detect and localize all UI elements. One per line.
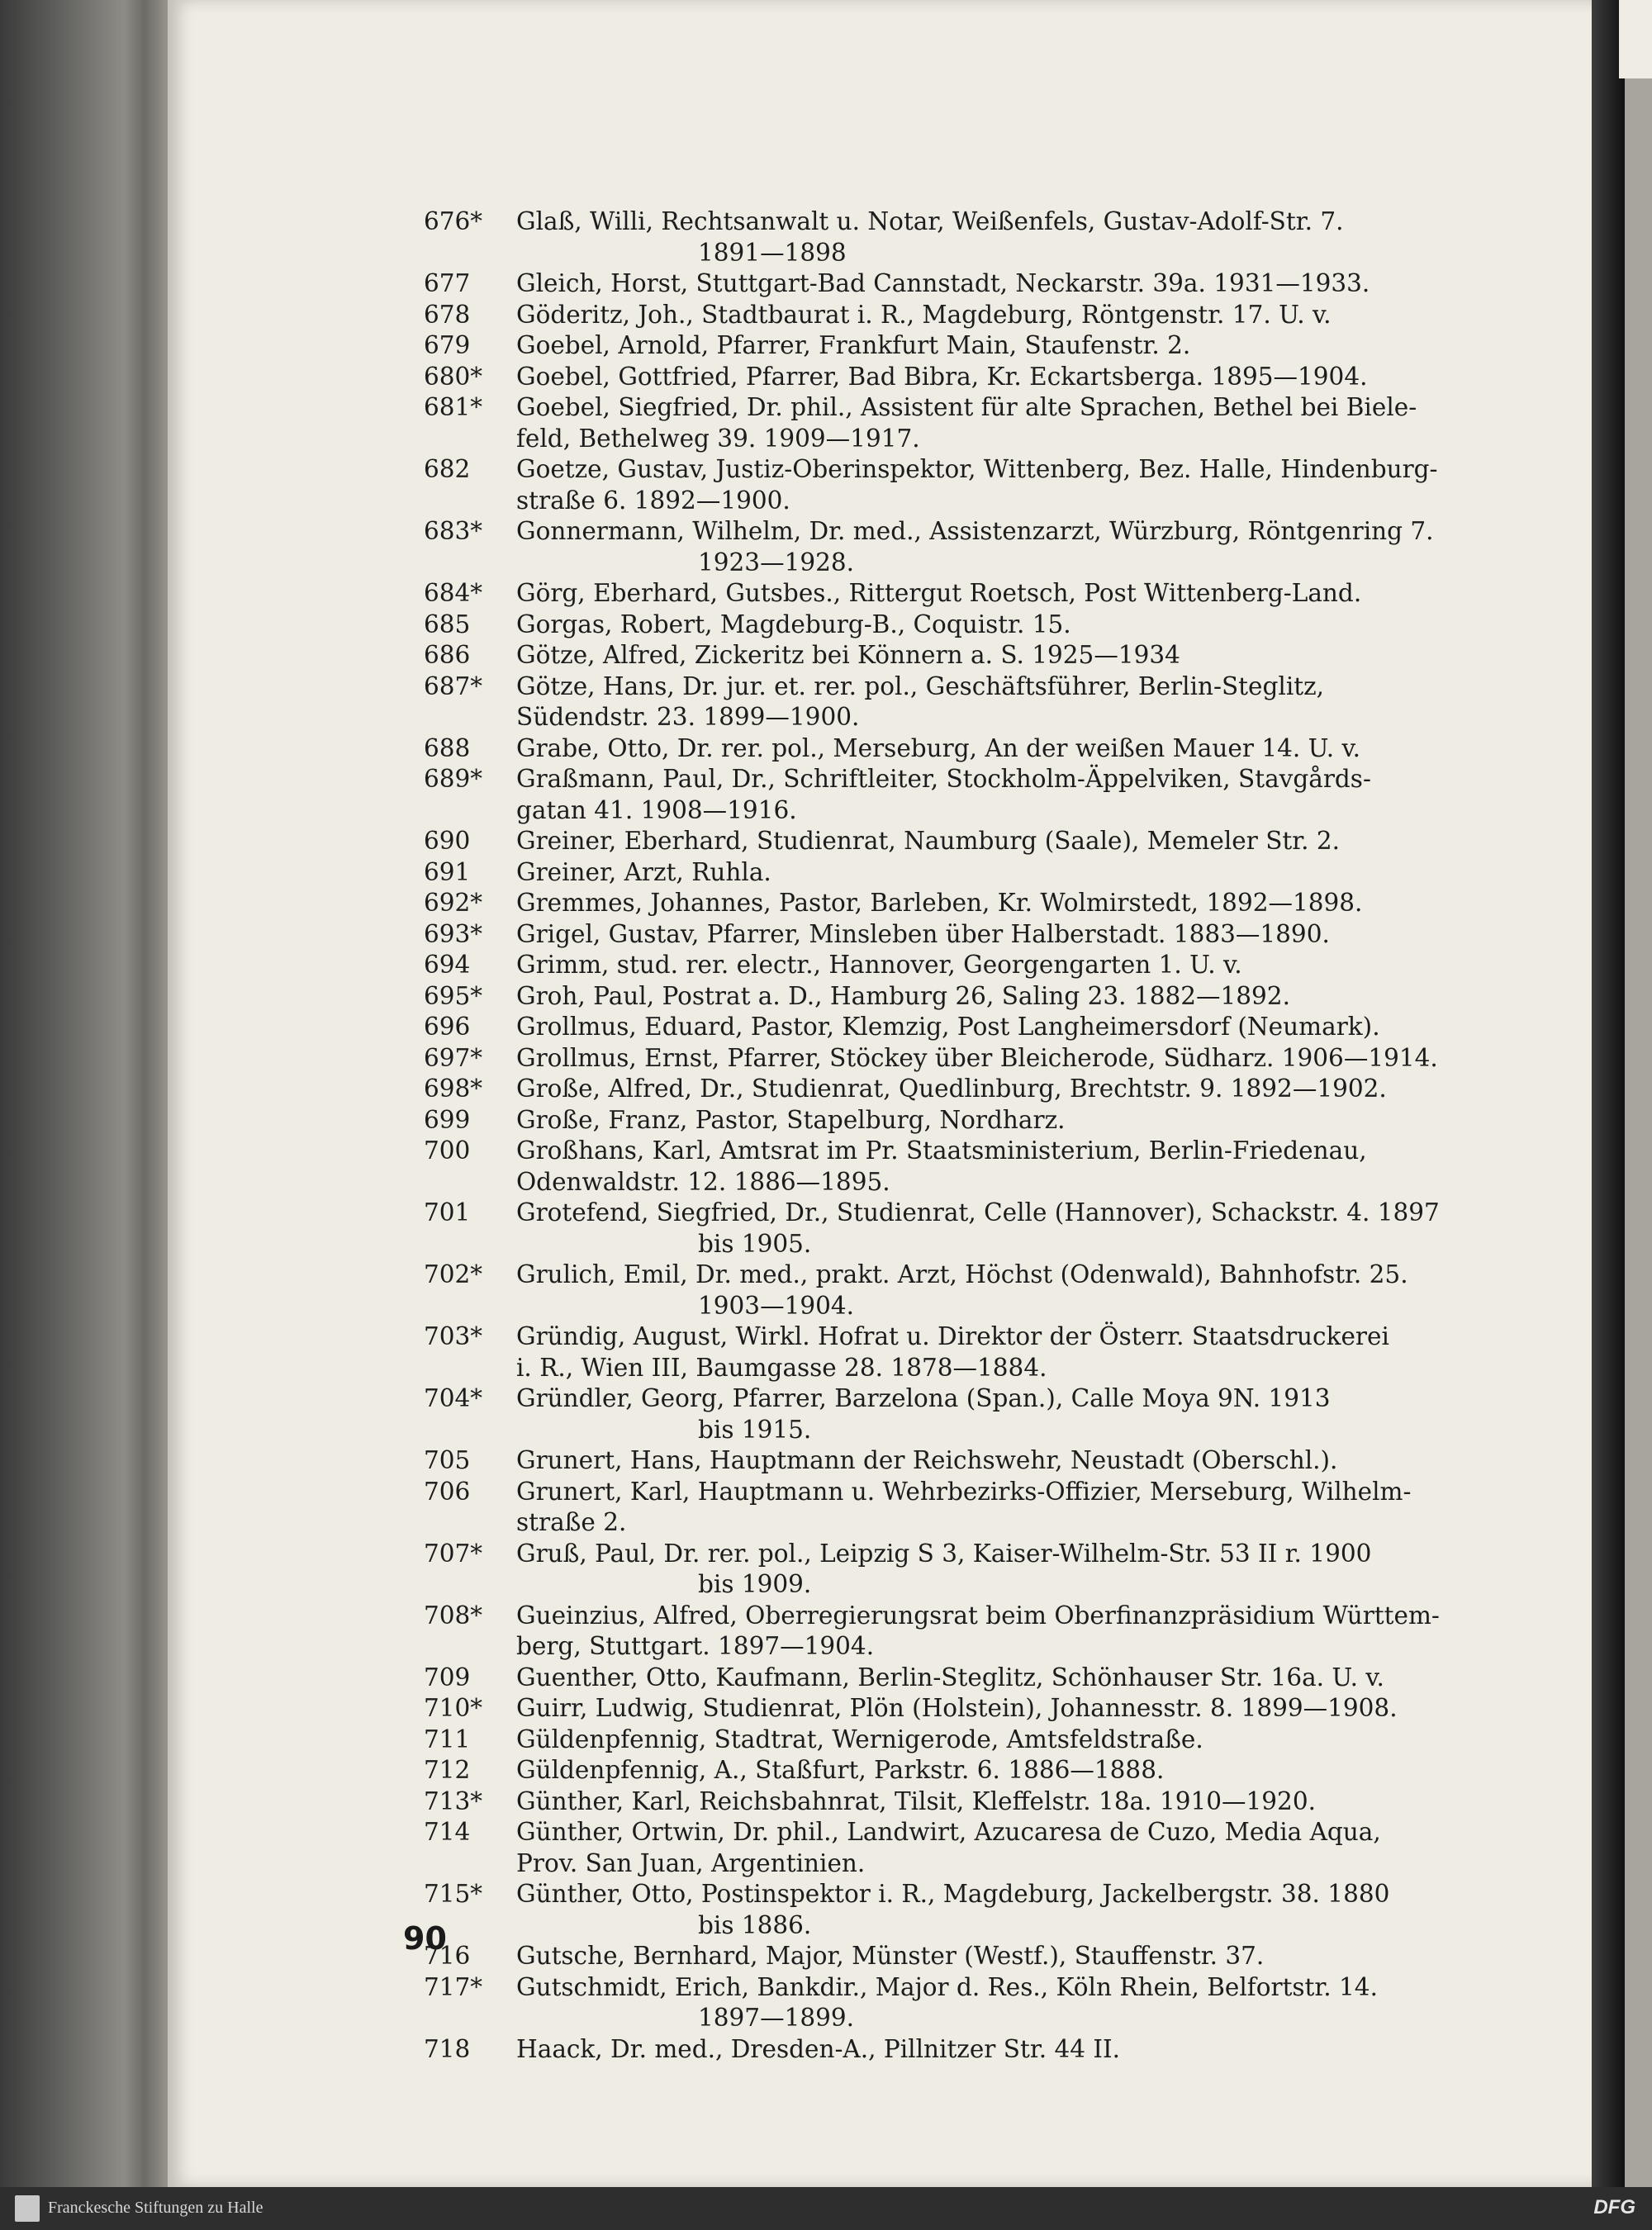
list-item xyxy=(424,206,1464,268)
list-item xyxy=(424,671,1464,733)
institution-name[interactable]: Franckesche Stiftungen zu Halle xyxy=(48,2199,263,2217)
entry-text: Gleich, Horst, Stuttgart-Bad Cannstadt, Neckarstr. 39a. 1931—1933. xyxy=(516,269,1370,297)
entry-text: Gorgas, Robert, Magdeburg-B., Coquistr. 15. xyxy=(516,610,1071,638)
entry-text: Guenther, Otto, Kaufmann, Berlin-Steglitz, Schönhauser Str. 16a. U. v. xyxy=(516,1663,1384,1691)
entry-text: Große, Alfred, Dr., Studienrat, Quedlinburg, Brechtstr. 9. 1892—1902. xyxy=(516,1075,1387,1103)
member-list xyxy=(424,206,1464,2065)
entry-text: Günther, Otto, Postinspektor i. R., Magdeburg, Jackelbergstr. 38. 1880 xyxy=(516,1880,1390,1908)
entry-text: Götze, Hans, Dr. jur. et. rer. pol., Geschäftsführer, Berlin-Steglitz, xyxy=(516,671,1325,700)
viewer-footer xyxy=(0,2187,1652,2230)
entry-text-continued: 1903—1904. xyxy=(698,1291,855,1320)
list-item xyxy=(424,1941,1464,1972)
page-edge xyxy=(1592,0,1625,2187)
entry-text: Grollmus, Ernst, Pfarrer, Stöckey über Bleicherode, Südharz. 1906—1914. xyxy=(516,1043,1438,1072)
list-item xyxy=(424,919,1464,951)
entry-text: Günther, Karl, Reichsbahnrat, Tilsit, Kleffelstr. 18a. 1910—1920. xyxy=(516,1786,1316,1815)
entry-number: 680* xyxy=(424,362,483,391)
entry-text: Görg, Eberhard, Gutsbes., Rittergut Roetsch, Post Wittenberg-Land. xyxy=(516,579,1362,607)
entry-number: 700 xyxy=(424,1136,471,1165)
list-item xyxy=(424,362,1464,393)
next-page-corner xyxy=(1619,0,1652,78)
list-item xyxy=(424,640,1464,671)
entry-number: 688 xyxy=(424,733,471,762)
entry-number: 689* xyxy=(424,765,483,793)
entry-text: Gremmes, Johannes, Pastor, Barleben, Kr. Wolmirstedt, 1892—1898. xyxy=(516,889,1363,917)
entry-number: 707* xyxy=(424,1539,483,1568)
entry-number: 713* xyxy=(424,1786,483,1815)
entry-number: 681* xyxy=(424,393,483,421)
entry-text-continued: i. R., Wien III, Baumgasse 28. 1878—1884. xyxy=(516,1353,1047,1382)
list-item xyxy=(424,1198,1464,1260)
entry-text: Gonnermann, Wilhelm, Dr. med., Assistenzarzt, Würzburg, Röntgenring 7. xyxy=(516,517,1434,545)
entry-number: 690 xyxy=(424,827,471,855)
list-item xyxy=(424,981,1464,1013)
entry-text: Greiner, Arzt, Ruhla. xyxy=(516,857,771,886)
entry-number: 710* xyxy=(424,1694,483,1722)
entry-text: Götze, Alfred, Zickeritz bei Könnern a. S. 1925—1934 xyxy=(516,641,1180,669)
list-item xyxy=(424,733,1464,765)
list-item xyxy=(424,1693,1464,1725)
list-item xyxy=(424,950,1464,981)
list-item xyxy=(424,888,1464,919)
entry-text: Grulich, Emil, Dr. med., prakt. Arzt, Höchst (Odenwald), Bahnhofstr. 25. xyxy=(516,1260,1408,1288)
entry-text: Goebel, Gottfried, Pfarrer, Bad Bibra, Kr. Eckartsberga. 1895—1904. xyxy=(516,362,1368,391)
entry-number: 687* xyxy=(424,671,483,700)
entry-text: Glaß, Willi, Rechtsanwalt u. Notar, Weißenfels, Gustav-Adolf-Str. 7. xyxy=(516,207,1344,235)
entry-text-continued: gatan 41. 1908—1916. xyxy=(516,795,797,824)
entry-text: Gutsche, Bernhard, Major, Münster (Westf.), Stauffenstr. 37. xyxy=(516,1942,1265,1970)
list-item xyxy=(424,1663,1464,1694)
entry-number: 693* xyxy=(424,919,483,948)
entry-number: 684* xyxy=(424,579,483,607)
entry-number: 686 xyxy=(424,641,471,669)
entry-text-continued: Odenwaldstr. 12. 1886—1895. xyxy=(516,1167,890,1196)
entry-text: Groh, Paul, Postrat a. D., Hamburg 26, Saling 23. 1882—1892. xyxy=(516,981,1290,1010)
entry-text: Haack, Dr. med., Dresden-A., Pillnitzer Str. 44 II. xyxy=(516,2034,1121,2063)
list-item xyxy=(424,1972,1464,2034)
entry-text: Goetze, Gustav, Justiz-Oberinspektor, Wittenberg, Bez. Halle, Hindenburg- xyxy=(516,455,1438,483)
list-item xyxy=(424,1105,1464,1136)
entry-text: Grollmus, Eduard, Pastor, Klemzig, Post Langheimersdorf (Neumark). xyxy=(516,1013,1380,1041)
entry-text: Guirr, Ludwig, Studienrat, Plön (Holstein), Johannesstr. 8. 1899—1908. xyxy=(516,1694,1398,1722)
entry-number: 677 xyxy=(424,269,471,297)
entry-text-continued: bis 1905. xyxy=(698,1229,812,1258)
list-item xyxy=(424,1012,1464,1043)
list-item xyxy=(424,516,1464,578)
list-item xyxy=(424,1136,1464,1198)
list-item xyxy=(424,1260,1464,1321)
entry-number: 705 xyxy=(424,1446,471,1474)
entry-text: Göderitz, Joh., Stadtbaurat i. R., Magdeburg, Röntgenstr. 17. U. v. xyxy=(516,300,1332,329)
entry-number: 697* xyxy=(424,1043,483,1072)
list-item xyxy=(424,1786,1464,1818)
entry-text: Güldenpfennig, Stadtrat, Wernigerode, Amtsfeldstraße. xyxy=(516,1725,1203,1753)
entry-number: 701 xyxy=(424,1198,471,1226)
list-item xyxy=(424,1539,1464,1601)
list-item xyxy=(424,1725,1464,1756)
list-item xyxy=(424,1817,1464,1879)
entry-number: 716 xyxy=(424,1942,471,1970)
entry-text: Gutschmidt, Erich, Bankdir., Major d. Res., Köln Rhein, Belfortstr. 14. xyxy=(516,1972,1378,2001)
entry-number: 702* xyxy=(424,1260,483,1288)
entry-text: Grabe, Otto, Dr. rer. pol., Merseburg, An der weißen Mauer 14. U. v. xyxy=(516,733,1361,762)
list-item xyxy=(424,1383,1464,1445)
list-item xyxy=(424,1879,1464,1941)
list-item xyxy=(424,610,1464,641)
list-item xyxy=(424,454,1464,516)
entry-text-continued: Prov. San Juan, Argentinien. xyxy=(516,1848,866,1877)
entry-number: 679 xyxy=(424,331,471,359)
entry-text: Goebel, Siegfried, Dr. phil., Assistent für alte Sprachen, Bethel bei Biele- xyxy=(516,393,1417,421)
list-item xyxy=(424,330,1464,362)
entry-number: 711 xyxy=(424,1725,471,1753)
list-item xyxy=(424,392,1464,454)
entry-text-continued: 1897—1899. xyxy=(698,2004,855,2032)
list-item xyxy=(424,268,1464,300)
entry-text-continued: berg, Stuttgart. 1897—1904. xyxy=(516,1632,875,1660)
entry-number: 717* xyxy=(424,1972,483,2001)
entry-text-continued: 1923—1928. xyxy=(698,548,855,576)
entry-number: 692* xyxy=(424,889,483,917)
entry-text-continued: straße 2. xyxy=(516,1508,627,1536)
entry-number: 695* xyxy=(424,981,483,1010)
entry-text-continued: 1891—1898 xyxy=(698,238,847,267)
entry-number: 685 xyxy=(424,610,471,638)
entry-number: 715* xyxy=(424,1880,483,1908)
entry-text: Große, Franz, Pastor, Stapelburg, Nordharz. xyxy=(516,1105,1066,1134)
entry-number: 694 xyxy=(424,951,471,979)
entry-number: 706 xyxy=(424,1477,471,1506)
entry-number: 703* xyxy=(424,1322,483,1350)
entry-text-continued: straße 6. 1892—1900. xyxy=(516,486,790,515)
entry-text: Gründig, August, Wirkl. Hofrat u. Direktor der Österr. Staatsdruckerei xyxy=(516,1322,1389,1350)
entry-number: 709 xyxy=(424,1663,471,1691)
entry-text: Greiner, Eberhard, Studienrat, Naumburg (Saale), Memeler Str. 2. xyxy=(516,827,1341,855)
entry-number: 678 xyxy=(424,300,471,329)
entry-text-continued: feld, Bethelweg 39. 1909—1917. xyxy=(516,424,920,453)
entry-number: 696 xyxy=(424,1013,471,1041)
entry-number: 714 xyxy=(424,1818,471,1846)
entry-number: 712 xyxy=(424,1756,471,1784)
list-item xyxy=(424,826,1464,857)
list-item xyxy=(424,1445,1464,1477)
dfg-logo: DFG xyxy=(1593,2196,1635,2218)
entry-text: Grimm, stud. rer. electr., Hannover, Georgengarten 1. U. v. xyxy=(516,951,1242,979)
entry-text: Gueinzius, Alfred, Oberregierungsrat beim Oberfinanzpräsidium Württem- xyxy=(516,1601,1440,1630)
entry-text: Goebel, Arnold, Pfarrer, Frankfurt Main, Staufenstr. 2. xyxy=(516,331,1191,359)
list-item xyxy=(424,857,1464,889)
list-item xyxy=(424,1601,1464,1663)
list-item xyxy=(424,2034,1464,2066)
entry-text: Gründler, Georg, Pfarrer, Barzelona (Span.), Calle Moya 9N. 1913 xyxy=(516,1384,1331,1412)
list-item xyxy=(424,1074,1464,1105)
list-item xyxy=(424,578,1464,610)
entry-number: 691 xyxy=(424,857,471,886)
entry-text-continued: bis 1886. xyxy=(698,1910,812,1939)
entry-text: Grigel, Gustav, Pfarrer, Minsleben über Halberstadt. 1883—1890. xyxy=(516,919,1330,948)
entry-text: Graßmann, Paul, Dr., Schriftleiter, Stockholm-Äppelviken, Stavgårds- xyxy=(516,765,1371,793)
list-item xyxy=(424,764,1464,826)
entry-number: 718 xyxy=(424,2034,471,2063)
entry-text: Güldenpfennig, A., Staßfurt, Parkstr. 6. 1886—1888. xyxy=(516,1756,1165,1784)
entry-text: Günther, Ortwin, Dr. phil., Landwirt, Azucaresa de Cuzo, Media Aqua, xyxy=(516,1818,1381,1846)
entry-number: 704* xyxy=(424,1384,483,1412)
entry-text-continued: bis 1915. xyxy=(698,1415,812,1444)
entry-number: 698* xyxy=(424,1075,483,1103)
list-item xyxy=(424,1755,1464,1786)
page-number: 90 xyxy=(403,1920,447,1957)
list-item xyxy=(424,300,1464,331)
entry-number: 699 xyxy=(424,1105,471,1134)
entry-text: Grunert, Karl, Hauptmann u. Wehrbezirks-Offizier, Merseburg, Wilhelm- xyxy=(516,1477,1412,1506)
entry-text: Großhans, Karl, Amtsrat im Pr. Staatsministerium, Berlin-Friedenau, xyxy=(516,1136,1367,1165)
list-item xyxy=(424,1321,1464,1383)
institution-logo-icon xyxy=(15,2195,40,2222)
entry-text-continued: Südendstr. 23. 1899—1900. xyxy=(516,703,860,731)
entry-text: Grunert, Hans, Hauptmann der Reichswehr, Neustadt (Oberschl.). xyxy=(516,1446,1338,1474)
list-item xyxy=(424,1043,1464,1075)
list-item xyxy=(424,1477,1464,1539)
entry-number: 676* xyxy=(424,207,483,235)
entry-number: 682 xyxy=(424,455,471,483)
entry-text-continued: bis 1909. xyxy=(698,1570,812,1598)
entry-text: Grotefend, Siegfried, Dr., Studienrat, Celle (Hannover), Schackstr. 4. 1897 xyxy=(516,1198,1440,1226)
entry-number: 708* xyxy=(424,1601,483,1630)
entry-text: Gruß, Paul, Dr. rer. pol., Leipzig S 3, Kaiser-Wilhelm-Str. 53 II r. 1900 xyxy=(516,1539,1372,1568)
entry-number: 683* xyxy=(424,517,483,545)
